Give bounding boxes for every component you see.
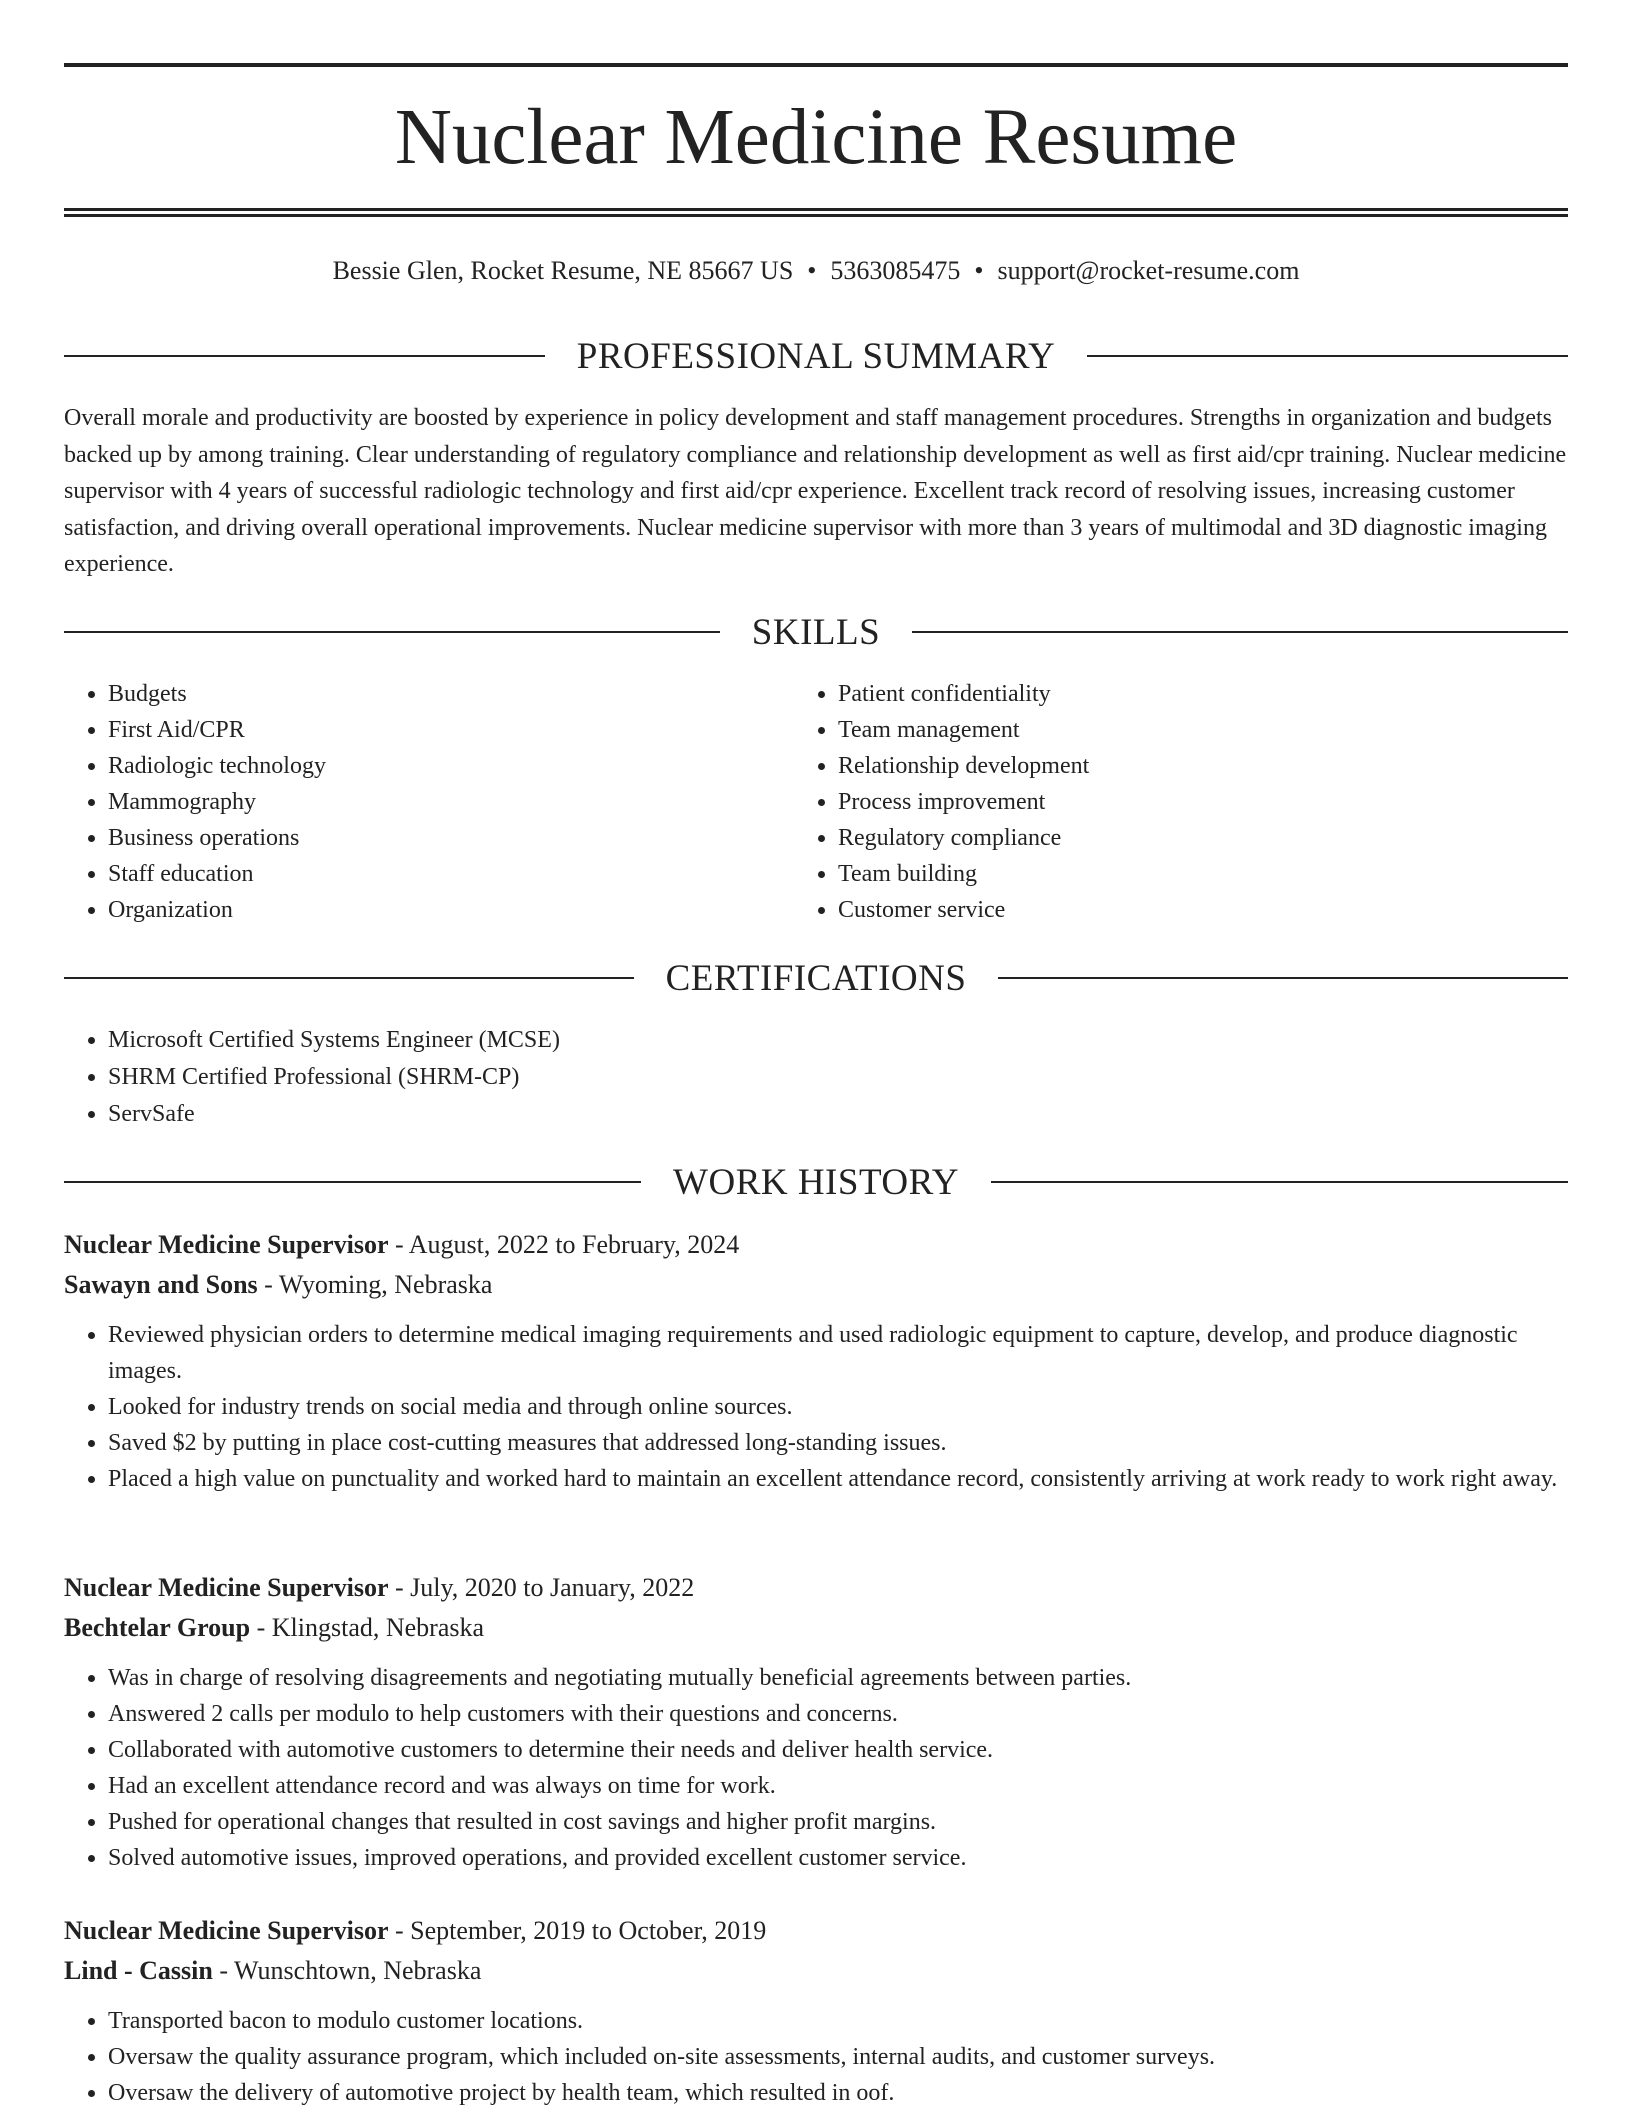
contact-line [64,254,1568,288]
job-company-line [64,1951,1568,1991]
skills-column-right [794,676,1568,928]
skill-item: • Organization [108,892,838,928]
job-bullet: • Placed a high value on punctuality and worked hard to maintain an excellent attendance record, consistently arriving at work ready to work right away. [108,1461,1568,1497]
top-rule [64,63,1568,67]
job-company-line [64,1608,1568,1648]
job-location: - Klingstad, Nebraska [250,1613,485,1642]
job-bullet: • Oversaw the delivery of automotive project by health team, which resulted in oof. [108,2075,1568,2111]
resume-title: Nuclear Medicine Resume [394,94,1238,181]
job-entry [64,1568,1568,1876]
summary-text: Overall morale and productivity are boosted by experience in policy development and staff management procedures. Strengths in organization and budgets backed up by among training. Clear understanding of regulatory compliance and relationship development as well as first aid/cpr training. Nuclear medicine supervisor with 4 years of successful radiologic technology and first aid/cpr experience. Excellent track record of resolving issues, increasing customer satisfaction, and driving overall operational improvements. Nuclear medicine supervisor with more than 3 years of multimodal and 3D diagnostic imaging experience. [64,405,1567,577]
job-bullet: • Looked for industry trends on social media and through online sources. [108,1389,1568,1425]
job-title: Nuclear Medicine Supervisor [64,1230,389,1259]
skill-item: • Team management [838,712,1568,748]
skill-item: • Radiologic technology [108,748,838,784]
skills-section-title: SKILLS [751,611,881,653]
job-location: - Wunschtown, Nebraska [212,1956,482,1985]
job-bullet: • Pushed for operational changes that resulted in cost savings and higher profit margins. [108,1804,1568,1840]
job-title-line [64,1225,1568,1265]
skill-item: • Budgets [108,676,838,712]
job-company: Sawayn and Sons [64,1270,258,1299]
job-bullet: • Solved automotive issues, improved operations, and provided excellent customer service. [108,1840,1568,1876]
skill-item: • Business operations [108,820,838,856]
job-bullet: • Answered 2 calls per modulo to help customers with their questions and concerns. [108,1696,1568,1732]
job-bullet: • Had an excellent attendance record and was always on time for work. [108,1768,1568,1804]
job-company: Lind - Cassin [64,1956,213,1985]
certifications-section-header [64,955,1568,1001]
job-bullet: • Saved $2 by putting in place cost-cutting measures that addressed long-standing issues. [108,1425,1568,1461]
job-bullet: • Reviewed physician orders to determine medical imaging requirements and used radiologic equipment to capture, develop, and produce diagnostic images. [108,1317,1568,1389]
skills-list [64,676,1568,928]
certifications-list [64,1022,1568,1133]
section-rule [912,631,1568,633]
certification-item: • ServSafe [108,1096,1568,1133]
job-location: - Wyoming, Nebraska [257,1270,493,1299]
skill-item: • Mammography [108,784,838,820]
job-title-line [64,1911,1568,1951]
job-bullet: • Transported bacon to modulo customer locations. [108,2003,1568,2039]
job-title-line [64,1568,1568,1608]
job-title: Nuclear Medicine Supervisor [64,1916,389,1945]
contact-separator: • [974,256,984,285]
job-bullet: • Was in charge of resolving disagreements and negotiating mutually beneficial agreements between parties. [108,1660,1568,1696]
job-bullets [64,1660,1568,1876]
section-rule [64,355,545,357]
skill-item: • Team building [838,856,1568,892]
section-rule [1087,355,1568,357]
job-bullet: • Collaborated with automotive customers to determine their needs and deliver health service. [108,1732,1568,1768]
job-dates: - August, 2022 to February, 2024 [388,1230,740,1259]
skill-item: • Patient confidentiality [838,676,1568,712]
job-bullet: • Oversaw the quality assurance program, which included on-site assessments, internal audits, and customer surveys. [108,2039,1568,2075]
job-dates: - September, 2019 to October, 2019 [388,1916,767,1945]
job-bullets [64,2003,1568,2111]
certifications-section-title: CERTIFICATIONS [665,957,967,999]
certification-item: • SHRM Certified Professional (SHRM-CP) [108,1059,1568,1096]
contact-address: Bessie Glen, Rocket Resume, NE 85667 US [332,256,794,285]
job-bullets [64,1317,1568,1497]
summary-section-title: PROFESSIONAL SUMMARY [576,335,1056,377]
skills-section-header [64,609,1568,655]
section-rule [998,977,1568,979]
job-company: Bechtelar Group [64,1613,251,1642]
job-company-line [64,1265,1568,1305]
skill-item: • Regulatory compliance [838,820,1568,856]
skill-item: • Customer service [838,892,1568,928]
skills-column-left [64,676,838,928]
section-rule [991,1181,1568,1183]
section-rule [64,977,634,979]
skill-item: • Staff education [108,856,838,892]
job-dates: - July, 2020 to January, 2022 [388,1573,695,1602]
title-double-rule [64,208,1568,217]
contact-phone: 5363085475 [830,256,961,285]
section-rule [64,1181,641,1183]
summary-section-header [64,333,1568,379]
skill-item: • First Aid/CPR [108,712,838,748]
skill-item: • Process improvement [838,784,1568,820]
section-rule [64,631,720,633]
job-entry [64,1225,1568,1497]
job-entry [64,1911,1568,2111]
work-section-title: WORK HISTORY [673,1161,959,1203]
job-title: Nuclear Medicine Supervisor [64,1573,389,1602]
contact-separator: • [807,256,817,285]
skill-item: • Relationship development [838,748,1568,784]
contact-email: support@rocket-resume.com [997,256,1300,285]
certification-item: • Microsoft Certified Systems Engineer (MCSE) [108,1022,1568,1059]
work-section-header [64,1159,1568,1205]
